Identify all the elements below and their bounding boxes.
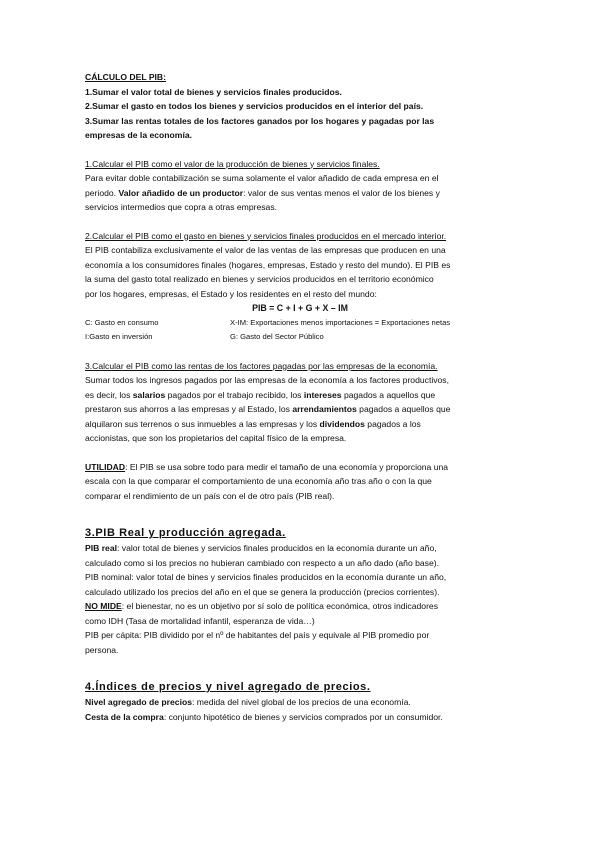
utilidad-paragraph bbox=[85, 460, 515, 475]
formula-definitions-row bbox=[85, 316, 515, 331]
no-mide-text bbox=[85, 599, 515, 614]
section2-text: El PIB contabiliza exclusivamente el valor de las ventas de las empresas que producen en una bbox=[85, 245, 446, 255]
valor-anadido-term: Valor añadido de un productor bbox=[118, 187, 244, 198]
def-inversion: I:Gasto en inversión bbox=[85, 332, 153, 341]
section2-heading: 2.Calcular el PIB como el gasto en bienes y servicios finales producidos en el mercado interior. bbox=[85, 230, 447, 241]
text-span: pagados a aquellos que bbox=[341, 389, 436, 400]
text-span: : valor de sus ventas menos el valor de los bienes y bbox=[243, 187, 440, 198]
section1-text bbox=[85, 186, 515, 201]
section3-text: accionistas, que son los propietarios del capital físico de la empresa. bbox=[85, 433, 347, 443]
document-page bbox=[85, 70, 515, 724]
section3-text bbox=[85, 388, 515, 403]
intereses-term: intereses bbox=[303, 389, 342, 400]
text-span: : conjunto hipotético de bienes y servicios comprados por un consumidor. bbox=[163, 711, 443, 722]
section3-text bbox=[85, 417, 515, 432]
section1-text: servicios intermedios que copra a otras empresas. bbox=[85, 202, 278, 212]
pib-nominal-text: calculado utilizado los precios del año en el que se genera la producción (precios corrientes). bbox=[85, 586, 440, 597]
text-span: : valor total de bienes y servicios finales producidos en la economía durante un año, bbox=[117, 543, 437, 553]
nivel-agregado-label: Nivel agregado de precios bbox=[85, 697, 192, 707]
text-span: periodo. bbox=[85, 187, 119, 198]
method-2: 2.Sumar el gasto en todos los bienes y servicios producidos en el interior del país. bbox=[85, 101, 424, 111]
section1-text: Para evitar doble contabilización se suma solamente el valor añadido de cada empresa en el bbox=[85, 173, 439, 183]
def-gasto-publico: G: Gasto del Sector Público bbox=[230, 332, 324, 341]
text-span: : el bienestar, no es un objetivo por sí solo de política económica, otros indicadores bbox=[121, 601, 439, 611]
section1-heading: 1.Calcular el PIB como el valor de la producción de bienes y servicios finales. bbox=[85, 158, 380, 169]
cesta-compra-text bbox=[85, 710, 515, 725]
section2-text: por los hogares, empresas, el Estado y los residentes en el resto del mundo: bbox=[85, 288, 377, 299]
section3-text: Sumar todos los ingresos pagados por las empresas de la economía a los factores productivos, bbox=[85, 375, 449, 385]
no-mide-text: como IDH (Tasa de mortalidad infantil, esperanza de vida…) bbox=[85, 615, 315, 626]
pib-formula: PIB = C + I + G + X – IM bbox=[252, 303, 348, 313]
def-exportaciones-netas: X-IM: Exportaciones menos importaciones = Exportaciones netas bbox=[230, 317, 451, 327]
def-consumo: C: Gasto en consumo bbox=[85, 317, 159, 327]
utilidad-text: escala con la que comparar el comportamiento de una economía año tras año o con la que bbox=[85, 476, 432, 486]
text-span: pagados a aquellos que bbox=[356, 404, 451, 414]
text-span: prestaron sus ahorros a las empresas y al Estado, los bbox=[85, 404, 293, 414]
text-span: : medida del nivel global de los precios de una economía. bbox=[191, 697, 411, 707]
spacer bbox=[85, 143, 515, 157]
arrendamientos-term: arrendamientos bbox=[292, 404, 357, 414]
method-3-cont: empresas de la economía. bbox=[85, 130, 192, 140]
pib-real-label: PIB real bbox=[85, 543, 118, 553]
text-span: : El PIB se usa sobre todo para medir el tamaño de una economía y proporciona una bbox=[125, 461, 449, 472]
salarios-term: salarios bbox=[132, 389, 166, 400]
no-mide-label: NO MIDE bbox=[85, 601, 122, 611]
text-span: pagados por el trabajo recibido, los bbox=[165, 389, 304, 400]
section3-heading: 3.Calcular el PIB como las rentas de los factores pagadas por las empresas de la economía. bbox=[85, 360, 438, 371]
pib-real-text bbox=[85, 541, 515, 556]
spacer bbox=[85, 446, 515, 460]
section-indices-heading: 4.Índices de precios y nivel agregado de precios. bbox=[85, 681, 371, 693]
method-3: 3.Sumar las rentas totales de los factores ganados por los hogares y pagadas por las bbox=[85, 115, 435, 126]
utilidad-text: comparar el rendimiento de un país con el de otro país (PIB real). bbox=[85, 490, 335, 501]
section2-text: la suma del gasto total realizado en bienes y servicios producidos en el territorio económico bbox=[85, 274, 434, 284]
utilidad-label: UTILIDAD bbox=[85, 461, 126, 472]
method-1: 1.Sumar el valor total de bienes y servicios finales producidos. bbox=[85, 86, 342, 97]
per-capita-text: persona. bbox=[85, 644, 119, 655]
spacer bbox=[85, 215, 515, 229]
section2-text: economía a los consumidores finales (hogares, empresas, Estado y resto del mundo). El PIB es bbox=[85, 259, 451, 270]
per-capita-text: PIB per cápita: PIB dividido por el nº de habitantes del país y equivale al PIB promedio por bbox=[85, 630, 430, 640]
dividendos-term: dividendos bbox=[319, 418, 365, 429]
spacer bbox=[85, 657, 515, 679]
section3-text bbox=[85, 402, 515, 417]
section-pib-real-heading: 3.PIB Real y producción agregada. bbox=[85, 527, 286, 539]
formula-definitions-row bbox=[85, 330, 515, 345]
pib-real-text: calculado como si los precios no hubieran cambiado con respecto a un año dado (año base). bbox=[85, 557, 439, 568]
nivel-agregado-text bbox=[85, 695, 515, 710]
text-span: es decir, los bbox=[85, 389, 133, 400]
spacer bbox=[85, 345, 515, 359]
pib-nominal-text: PIB nominal: valor total de bines y servicios finales producidos en la economía durante un año, bbox=[85, 572, 447, 582]
spacer bbox=[85, 503, 515, 525]
text-span: alquilaron sus terrenos o sus inmuebles a las empresas y los bbox=[85, 418, 320, 429]
cesta-compra-label: Cesta de la compra bbox=[85, 711, 164, 722]
text-span: pagados a los bbox=[364, 418, 421, 429]
page-title: CÁLCULO DEL PIB: bbox=[85, 72, 167, 82]
